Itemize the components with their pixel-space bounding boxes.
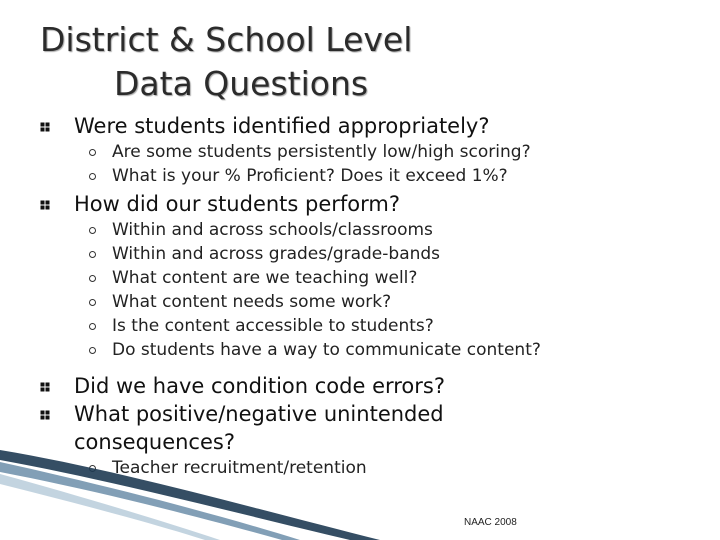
square-bullet-icon xyxy=(40,382,50,392)
sub-item-text: Within and across schools/classrooms xyxy=(112,220,433,240)
square-bullet-icon xyxy=(40,122,50,132)
circle-bullet-icon xyxy=(89,347,96,354)
bullet-item-1-sublist xyxy=(40,140,700,188)
circle-bullet-icon xyxy=(89,299,96,306)
sub-item-text: Are some students persistently low/high scoring? xyxy=(112,142,531,162)
bullet-item-4-text: What positive/negative unintended consequences? xyxy=(74,402,444,454)
sub-item-text: Within and across grades/grade-bands xyxy=(112,244,441,264)
sub-item-text: What is your % Proficient? Does it exceed 1%? xyxy=(112,166,508,186)
circle-bullet-icon xyxy=(89,227,96,234)
slide-title-line-2: Data Questions xyxy=(114,64,369,103)
bullet-item-2 xyxy=(40,190,700,218)
sub-item xyxy=(88,314,700,338)
bullet-item-1 xyxy=(40,112,700,140)
sub-item-text: What content are we teaching well? xyxy=(112,268,418,288)
square-bullet-icon xyxy=(40,410,50,420)
circle-bullet-icon xyxy=(89,275,96,282)
square-bullet-icon xyxy=(40,200,50,210)
bullet-item-2-text: How did our students perform? xyxy=(74,192,401,216)
bullet-item-2-sublist xyxy=(40,218,700,362)
decorative-swoosh xyxy=(0,450,720,540)
sub-item-text: Teacher recruitment/retention xyxy=(112,458,367,478)
footer-label: NAAC 2008 xyxy=(464,517,517,528)
sub-item xyxy=(88,218,700,242)
bullet-item-4 xyxy=(40,400,544,456)
slide-title xyxy=(40,18,480,106)
sub-item xyxy=(88,266,700,290)
bullet-item-3-text: Did we have condition code errors? xyxy=(74,374,445,398)
sub-item-text: Is the content accessible to students? xyxy=(112,316,434,336)
bullet-item-1-text: Were students identified appropriately? xyxy=(74,114,490,138)
sub-item xyxy=(88,242,700,266)
sub-item-text: Do students have a way to communicate content? xyxy=(112,340,541,360)
circle-bullet-icon xyxy=(89,149,96,156)
sub-item xyxy=(88,290,700,314)
sub-item xyxy=(88,164,700,188)
sub-item xyxy=(88,140,700,164)
sub-item-text: What content needs some work? xyxy=(112,292,392,312)
slide-content xyxy=(40,112,700,480)
circle-bullet-icon xyxy=(89,173,96,180)
slide-title-line-1: District & School Level xyxy=(40,20,413,59)
circle-bullet-icon xyxy=(89,323,96,330)
bullet-item-3 xyxy=(40,372,700,400)
sub-item xyxy=(88,338,700,362)
circle-bullet-icon xyxy=(89,251,96,258)
